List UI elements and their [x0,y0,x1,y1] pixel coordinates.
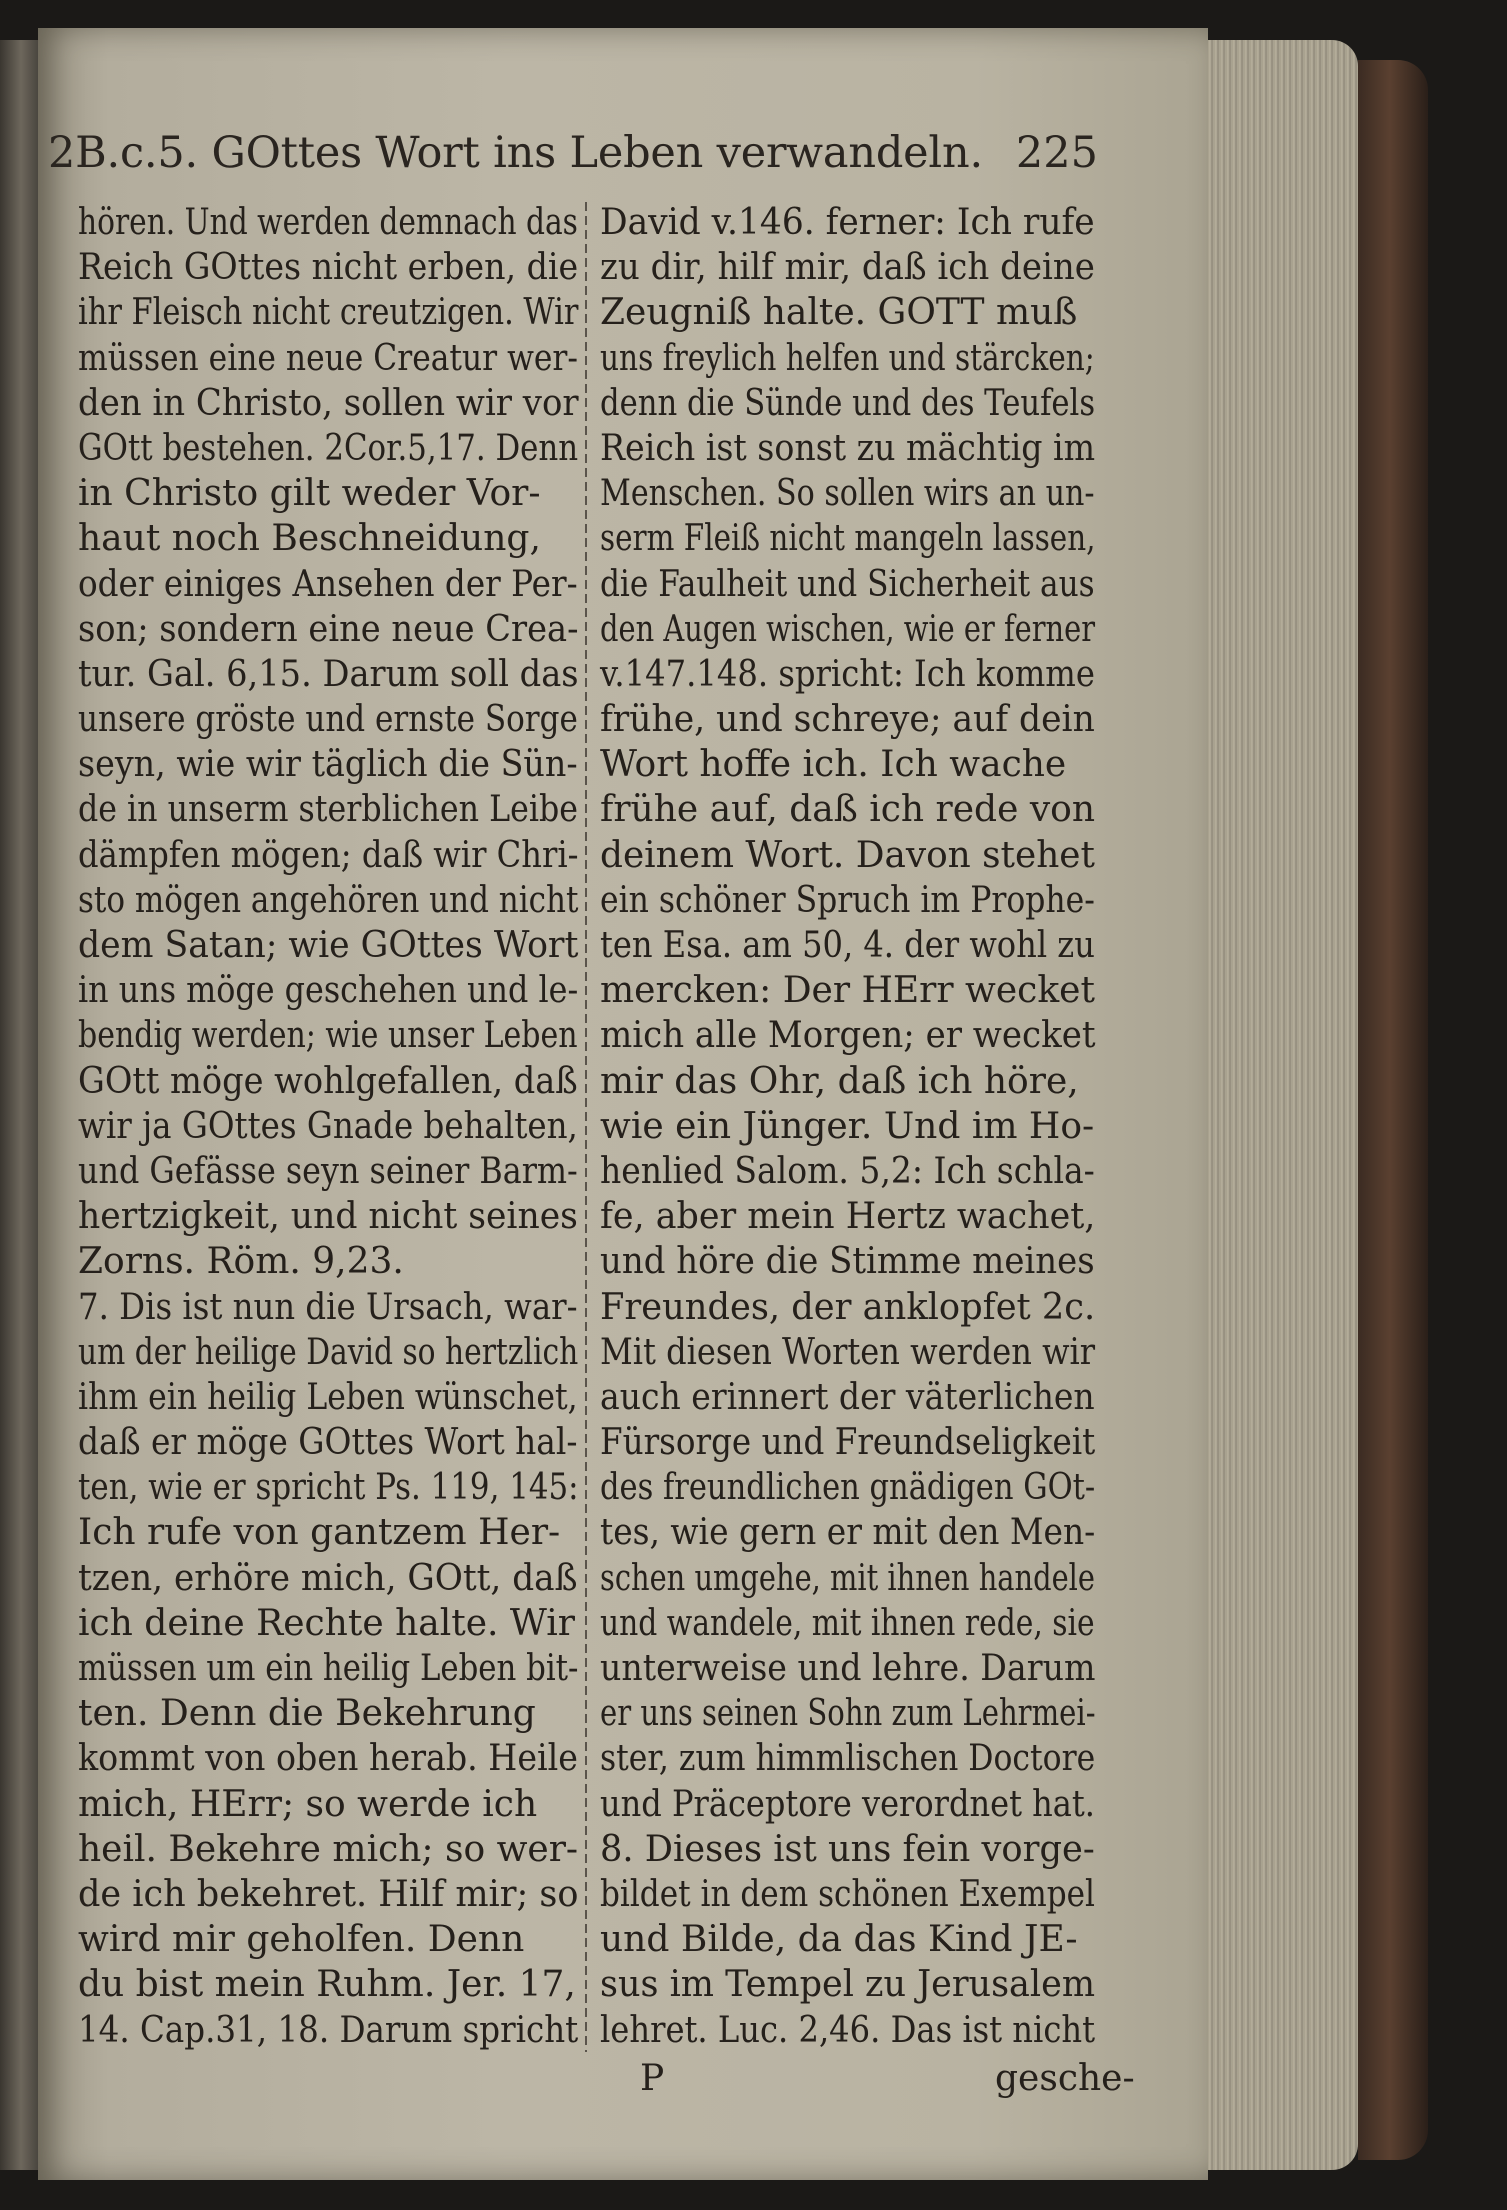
text-line: henlied Salom. 5,2: Ich schla- [600,1150,1095,1192]
text-line: Ich rufe von gantzem Her- [78,1512,561,1554]
column-divider [585,202,587,2052]
text-line: dem Satan; wie GOttes Wort [78,925,579,966]
text-line: auch erinnert der väterlichen [600,1376,1095,1418]
page-block-edges [1208,40,1358,2170]
text-line: uns freylich helfen und stärcken; [600,337,1095,379]
text-line: 14. Cap.31, 18. Darum spricht [78,2009,579,2051]
text-line: ihr Fleisch nicht creutzigen. Wir [78,292,579,334]
text-line: zu dir, hilf mir, daß ich deine [600,247,1095,289]
right-text-column [600,200,1095,2053]
text-line: unsere gröste und ernste Sorge [78,699,578,741]
text-line: tzen, erhöre mich, GOtt, daß [78,1557,578,1599]
text-line: Menschen. So sollen wirs an un- [600,473,1095,515]
text-line: dämpfen mögen; daß wir Chri- [78,834,579,876]
running-head: 2B.c.5. GOttes Wort ins Leben verwandeln. [48,128,983,178]
text-line: du bist mein Ruhm. Jer. 17, [78,1964,576,2006]
text-line: fe, aber mein Hertz wachet, [600,1196,1096,1238]
text-line: und Gefässe seyn seiner Barm- [78,1150,578,1192]
text-line: um der heilige David so hertzlich [78,1331,579,1373]
text-line: bendig werden; wie unser Leben [78,1015,578,1057]
text-line: ten. Denn die Bekehrung [78,1693,536,1735]
text-line: in Christo gilt weder Vor- [78,473,541,515]
text-line: 8. Dieses ist uns fein vorge- [600,1828,1095,1870]
text-line: sto mögen angehören und nicht [78,879,579,921]
text-line: serm Fleiß nicht mangeln lassen, [600,518,1096,560]
catchword: gesche- [995,2058,1135,2099]
text-line: v.147.148. spricht: Ich komme [600,653,1095,695]
text-line: Zeugniß halte. GOTT muß [600,292,1078,334]
text-line: ein schöner Spruch im Prophe- [600,879,1095,921]
text-line: frühe, und schreye; auf dein [600,699,1095,741]
text-line: de in unserm sterblichen Leibe [78,789,578,831]
text-line: des freundlichen gnädigen GOt- [600,1467,1096,1509]
text-line: daß er möge GOttes Wort hal- [78,1422,578,1464]
text-line: son; sondern eine neue Crea- [78,608,579,650]
text-line: tur. Gal. 6,15. Darum soll das [78,653,579,695]
text-line: die Faulheit und Sicherheit aus [600,563,1095,605]
text-line: 7. Dis ist nun die Ursach, war- [78,1286,578,1328]
facing-page-edge [0,40,38,2170]
signature-mark: P [640,2058,665,2099]
text-line: ich deine Rechte halte. Wir [78,1602,575,1644]
text-line: den in Christo, sollen wir vor [78,382,579,424]
text-line: Mit diesen Worten werden wir [600,1331,1096,1373]
text-line: Freundes, der anklopfet 2c. [600,1286,1096,1328]
left-text-column [78,200,578,2053]
text-line: den Augen wischen, wie er ferner [600,608,1096,650]
text-line: heil. Bekehre mich; so wer- [78,1828,579,1870]
text-line: bildet in dem schönen Exempel [600,1873,1095,1915]
text-line: hertzigkeit, und nicht seines [78,1196,578,1238]
text-line: und höre die Stimme meines [600,1241,1095,1283]
book-cover-edge [1358,60,1428,2160]
text-line: de ich bekehret. Hilf mir; so [78,1873,579,1915]
text-line: sus im Tempel zu Jerusalem [600,1964,1096,2006]
text-line: mich, HErr; so werde ich [78,1783,538,1825]
text-line: kommt von oben herab. Heile [78,1738,578,1780]
text-line: Wort hoffe ich. Ich wache [600,744,1067,786]
text-line: ster, zum himmlischen Doctore [600,1738,1096,1780]
text-line: ten Esa. am 50, 4. der wohl zu [600,925,1095,966]
text-line: Zorns. Röm. 9,23. [78,1241,404,1283]
text-line: GOtt möge wohlgefallen, daß [78,1060,578,1102]
text-line: David v.146. ferner: Ich rufe [600,202,1095,243]
text-line: wir ja GOttes Gnade behalten, [78,1105,578,1147]
text-line: Reich ist sonst zu mächtig im [600,427,1096,469]
text-line: mich alle Morgen; er wecket [600,1015,1096,1057]
text-line: deinem Wort. Davon stehet [600,834,1095,876]
text-line: und wandele, mit ihnen rede, sie [600,1602,1095,1644]
text-line: wird mir geholfen. Denn [78,1919,525,1961]
text-line: tes, wie gern er mit den Men- [600,1512,1096,1554]
page-number: 225 [1015,128,1098,178]
text-line: müssen um ein heilig Leben bit- [78,1648,579,1689]
text-line: wie ein Jünger. Und im Ho- [600,1105,1095,1147]
text-line: seyn, wie wir täglich die Sün- [78,744,578,786]
text-line: mir das Ohr, daß ich höre, [600,1060,1079,1102]
text-line: GOtt bestehen. 2Cor.5,17. Denn [78,427,579,469]
text-line: Fürsorge und Freundseligkeit [600,1422,1096,1464]
text-line: unterweise und lehre. Darum [600,1648,1096,1689]
text-line: er uns seinen Sohn zum Lehrmei- [600,1693,1096,1735]
text-line: in uns möge geschehen und le- [78,970,579,1012]
text-line: müssen eine neue Creatur wer- [78,337,578,379]
text-line: denn die Sünde und des Teufels [600,382,1096,424]
text-line: Reich GOttes nicht erben, die [78,247,579,289]
text-line: und Bilde, da das Kind JE- [600,1919,1078,1961]
text-line: hören. Und werden demnach das [78,202,578,243]
text-line: frühe auf, daß ich rede von [600,789,1096,831]
text-line: lehret. Luc. 2,46. Das ist nicht [600,2009,1096,2051]
text-line: oder einiges Ansehen der Per- [78,563,578,605]
text-line: ten, wie er spricht Ps. 119, 145: [78,1467,579,1509]
text-line: schen umgehe, mit ihnen handele [600,1557,1095,1599]
text-line: haut noch Beschneidung, [78,518,541,560]
text-line: und Präceptore verordnet hat. [600,1783,1095,1825]
page-header [48,128,1098,188]
text-line: ihm ein heilig Leben wünschet, [78,1376,578,1418]
text-line: mercken: Der HErr wecket [600,970,1095,1012]
